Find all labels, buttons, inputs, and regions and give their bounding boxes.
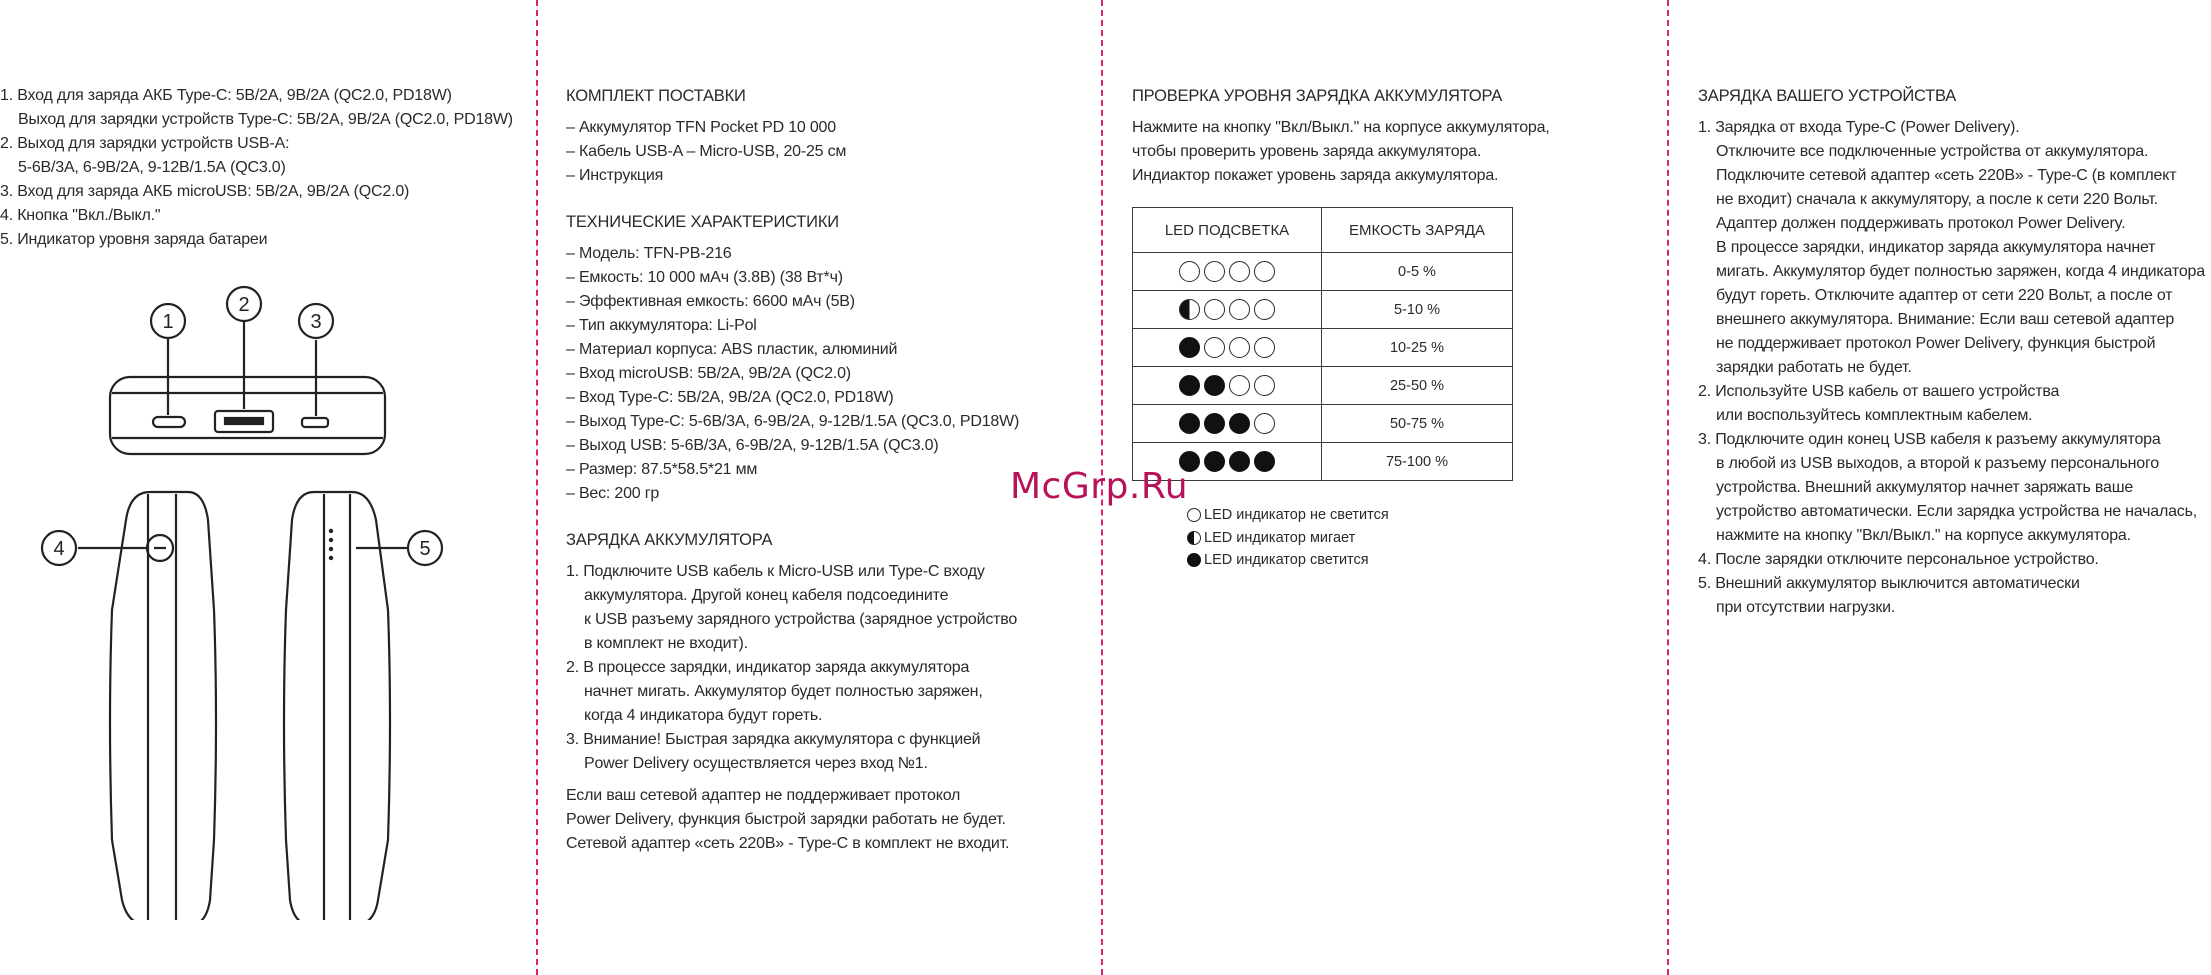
device-charging-line: 4. После зарядки отключите персональное устройство. <box>1698 551 2099 568</box>
capacity-column-header: ЕМКОСТЬ ЗАРЯДА <box>1322 208 1513 253</box>
battery-charging-note <box>566 784 1019 856</box>
device-charging-line: Отключите все подключенные устройства от аккумулятора. <box>1716 143 2149 160</box>
led-on-icon <box>1179 375 1200 396</box>
spec-item: – Модель: TFN-PB-216 <box>566 245 732 262</box>
led-on-icon <box>1204 451 1225 472</box>
charge-check-title: ПРОВЕРКА УРОВНЯ ЗАРЯДКА АККУМУЛЯТОРА <box>1132 87 1503 105</box>
specs-title: ТЕХНИЧЕСКИЕ ХАРАКТЕРИСТИКИ <box>566 213 839 231</box>
spec-item: – Емкость: 10 000 мАч (3.8В) (38 Вт*ч) <box>566 269 843 286</box>
led-on-icon <box>1204 375 1225 396</box>
spec-item: – Размер: 87.5*58.5*21 мм <box>566 461 758 478</box>
powerbank-side-view-left <box>110 492 216 920</box>
device-charging-line: мигать. Аккумулятор будет полностью заряжен, когда 4 индикатора <box>1716 263 2205 280</box>
callout-5-label: 5 <box>419 538 431 560</box>
led-indicator-cell <box>1133 405 1322 443</box>
kit-item: – Кабель USB-A – Micro-USB, 20-25 см <box>566 143 847 160</box>
micro-usb-port-icon <box>302 418 328 427</box>
led-off-icon <box>1179 261 1200 282</box>
led-on-icon <box>1204 413 1225 434</box>
panel-3 <box>1132 84 1550 188</box>
device-charging-line: 5. Внешний аккумулятор выключится автоматически <box>1698 575 2080 592</box>
callout-1-label: 1 <box>162 311 174 333</box>
port-description-line: 3. Вход для заряда АКБ microUSB: 5В/2А, 9В/2А (QC2.0) <box>0 183 410 200</box>
device-charging-line: не поддерживает протокол Power Delivery, функция быстрой <box>1716 335 2156 352</box>
led-half-icon <box>1187 531 1201 545</box>
legend-label: LED индикатор не светится <box>1204 507 1389 523</box>
device-charging-line: 1. Зарядка от входа Type-C (Power Delivery). <box>1698 119 2020 136</box>
callout-2-label: 2 <box>238 294 250 316</box>
ports-description-list <box>0 84 513 252</box>
capacity-cell: 5-10 % <box>1322 291 1513 329</box>
capacity-cell: 10-25 % <box>1322 329 1513 367</box>
powerbank-top-view <box>110 377 385 454</box>
spec-item: – Выход Type-C: 5-6В/3А, 6-9В/2А, 9-12В/1.5А (QC3.0, PD18W) <box>566 413 1020 430</box>
charging-step-line: Power Delivery осуществляется через вход №1. <box>584 755 928 772</box>
led-indicator-cell <box>1133 253 1322 291</box>
device-charging-line: 2. Используйте USB кабель от вашего устройства <box>1698 383 2060 400</box>
led-half-icon <box>1179 299 1200 320</box>
legend-label: LED индикатор мигает <box>1204 529 1356 546</box>
device-charging-line: В процессе зарядки, индикатор заряда аккумулятора начнет <box>1716 239 2156 256</box>
fold-line-3 <box>1667 0 1669 975</box>
legend-item <box>1187 549 1389 572</box>
capacity-cell: 25-50 % <box>1322 367 1513 405</box>
charging-step-line: к USB разъему зарядного устройства (зарядное устройство <box>584 611 1018 628</box>
led-off-icon <box>1204 261 1225 282</box>
panel-4 <box>1698 84 2205 620</box>
spec-item: – Эффективная емкость: 6600 мАч (5В) <box>566 293 855 310</box>
led-indicator-dots-icon <box>329 529 333 560</box>
device-charging-line: будут гореть. Отключите адаптер от сети 220 Вольт, а после от <box>1716 287 2173 304</box>
specs-list <box>566 242 1019 506</box>
note-line: Если ваш сетевой адаптер не поддерживает протокол <box>566 787 961 804</box>
led-off-icon <box>1254 261 1275 282</box>
device-charging-line: при отсутствии нагрузки. <box>1716 599 1896 616</box>
led-table-row <box>1133 443 1513 481</box>
device-charging-title: ЗАРЯДКА ВАШЕГО УСТРОЙСТВА <box>1698 87 1957 105</box>
led-off-icon <box>1229 337 1250 358</box>
led-indicator-cell <box>1133 291 1322 329</box>
kit-item: – Аккумулятор TFN Pocket PD 10 000 <box>566 119 836 136</box>
led-table-row <box>1133 367 1513 405</box>
led-table-row <box>1133 253 1513 291</box>
led-table-row <box>1133 291 1513 329</box>
charging-step-line: 2. В процессе зарядки, индикатор заряда аккумулятора <box>566 659 970 676</box>
device-charging-line: Адаптер должен поддерживать протокол Power Delivery. <box>1716 215 2126 232</box>
capacity-cell: 50-75 % <box>1322 405 1513 443</box>
battery-charging-steps <box>566 560 1019 776</box>
kit-item: – Инструкция <box>566 167 664 184</box>
kit-title: КОМПЛЕКТ ПОСТАВКИ <box>566 87 746 105</box>
legend-item <box>1187 504 1389 527</box>
note-line: Сетевой адаптер «сеть 220В» - Type-C в комплект не входит. <box>566 835 1010 852</box>
charging-step-line: когда 4 индикатора будут гореть. <box>584 707 823 724</box>
led-table-row <box>1133 405 1513 443</box>
legend-label: LED индикатор светится <box>1204 552 1369 568</box>
callout-3-label: 3 <box>310 311 322 333</box>
port-description-line: 5. Индикатор уровня заряда батареи <box>0 231 268 248</box>
device-charging-line: устройство автоматически. Если зарядка устройства не началась, <box>1716 503 2197 520</box>
kit-list <box>566 116 1019 188</box>
powerbank-side-view-right <box>284 492 390 920</box>
spec-item: – Выход USB: 5-6В/3А, 6-9В/2А, 9-12В/1.5А (QC3.0) <box>566 437 939 454</box>
port-description-line: 4. Кнопка "Вкл./Выкл." <box>0 207 161 224</box>
led-column-header: LED ПОДСВЕТКА <box>1133 208 1322 253</box>
charging-step-line: аккумулятора. Другой конец кабеля подсоедините <box>584 587 949 604</box>
device-charging-line: 3. Подключите один конец USB кабеля к разъему аккумулятора <box>1698 431 2161 448</box>
led-off-icon <box>1187 508 1201 522</box>
device-charging-steps <box>1698 116 2205 620</box>
intro-line: чтобы проверить уровень заряда аккумулятора. <box>1132 143 1482 160</box>
capacity-cell: 0-5 % <box>1322 253 1513 291</box>
led-off-icon <box>1229 375 1250 396</box>
spec-item: – Вход Type-C: 5В/2А, 9В/2А (QC2.0, PD18W) <box>566 389 894 406</box>
led-off-icon <box>1254 413 1275 434</box>
led-legend <box>1187 504 1389 572</box>
panel-2 <box>566 84 1019 856</box>
port-description-line: 5-6В/3А, 6-9В/2А, 9-12В/1.5А (QC3.0) <box>18 159 286 176</box>
device-charging-line: нажмите на кнопку "Вкл/Выкл." на корпусе аккумулятора. <box>1716 527 2131 544</box>
watermark: McGrp.Ru <box>1010 466 1189 507</box>
led-off-icon <box>1254 375 1275 396</box>
charging-step-line: 3. Внимание! Быстрая зарядка аккумулятора с функцией <box>566 731 981 748</box>
port-description-line: 2. Выход для зарядки устройств USB-A: <box>0 135 290 152</box>
led-off-icon <box>1229 299 1250 320</box>
capacity-cell: 75-100 % <box>1322 443 1513 481</box>
spec-item: – Вес: 200 гр <box>566 485 660 502</box>
port-description-line: 1. Вход для заряда АКБ Type-C: 5В/2А, 9В/2А (QC2.0, PD18W) <box>0 87 452 104</box>
led-off-icon <box>1204 337 1225 358</box>
spec-item: – Вход microUSB: 5В/2А, 9В/2А (QC2.0) <box>566 365 851 382</box>
charging-step-line: 1. Подключите USB кабель к Micro-USB или Type-C входу <box>566 563 985 580</box>
intro-line: Индиактор покажет уровень заряда аккумулятора. <box>1132 167 1499 184</box>
device-illustration <box>0 280 536 920</box>
battery-charging-title: ЗАРЯДКА АККУМУЛЯТОРА <box>566 531 773 549</box>
charging-step-line: начнет мигать. Аккумулятор будет полностью заряжен, <box>584 683 983 700</box>
device-charging-line: Подключите сетевой адаптер «сеть 220В» - Type-C (в комплект <box>1716 167 2177 184</box>
led-on-icon <box>1187 553 1201 567</box>
led-charge-table <box>1132 207 1513 481</box>
led-on-icon <box>1179 337 1200 358</box>
device-charging-line: или воспользуйтесь комплектным кабелем. <box>1716 407 2033 424</box>
led-table-row <box>1133 329 1513 367</box>
led-off-icon <box>1254 299 1275 320</box>
device-charging-line: внешнего аккумулятора. Внимание: Если ваш сетевой адаптер <box>1716 311 2175 328</box>
led-off-icon <box>1229 261 1250 282</box>
led-on-icon <box>1254 451 1275 472</box>
spec-item: – Материал корпуса: ABS пластик, алюминий <box>566 341 898 358</box>
callout-4-label: 4 <box>53 538 65 560</box>
led-off-icon <box>1204 299 1225 320</box>
device-charging-line: зарядки работать не будет. <box>1716 359 1912 376</box>
led-indicator-cell <box>1133 329 1322 367</box>
led-off-icon <box>1254 337 1275 358</box>
led-indicator-cell <box>1133 367 1322 405</box>
charging-step-line: в комплект не входит). <box>584 635 748 652</box>
spec-item: – Тип аккумулятора: Li-Pol <box>566 317 757 334</box>
device-charging-line: в любой из USB выходов, а второй к разъему персонального <box>1716 455 2159 472</box>
charge-check-intro <box>1132 116 1550 188</box>
intro-line: Нажмите на кнопку "Вкл/Выкл." на корпусе аккумулятора, <box>1132 119 1550 136</box>
device-charging-line: не входит) сначала к аккумулятору, а после к сети 220 Вольт. <box>1716 191 2158 208</box>
device-charging-line: устройства. Внешний аккумулятор начнет заряжать ваше <box>1716 479 2134 496</box>
led-on-icon <box>1229 413 1250 434</box>
led-on-icon <box>1179 413 1200 434</box>
note-line: Power Delivery, функция быстрой зарядки работать не будет. <box>566 811 1006 828</box>
type-c-port-icon <box>153 417 185 427</box>
port-description-line: Выход для зарядки устройств Type-C: 5В/2А, 9В/2А (QC2.0, PD18W) <box>18 111 513 128</box>
legend-item <box>1187 527 1389 550</box>
fold-line-1 <box>536 0 538 975</box>
led-on-icon <box>1229 451 1250 472</box>
